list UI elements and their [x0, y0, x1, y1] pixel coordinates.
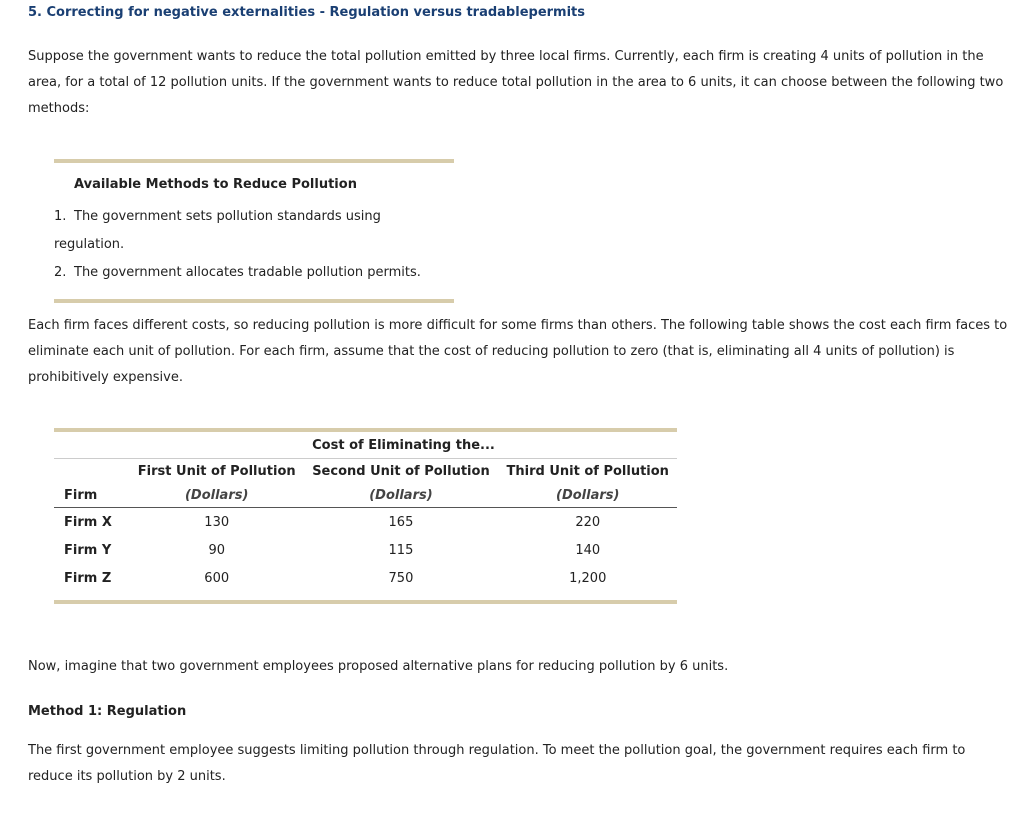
table-row [54, 508, 677, 537]
intro-paragraph: Suppose the government wants to reduce the total pollution emitted by three local firms. Currently, each firm is creating 4 units of pollution in the area, for a total of 12 pollution units. If the government wants to reduce total pollution in the area to 6 units, it can choose between the following two methods: [28, 49, 1004, 116]
unit-label: (Dollars) [130, 483, 303, 508]
table-bottom-rule [54, 600, 677, 604]
method-item: 1. The government sets pollution standards using regulation. [54, 209, 381, 252]
firm-name: Firm Z [64, 570, 112, 586]
cost-cell: 600 [204, 570, 230, 586]
table-row [54, 564, 677, 592]
cost-cell: 1,200 [569, 570, 607, 586]
firm-header: Firm [54, 483, 130, 508]
top-rule [54, 159, 454, 163]
cost-cell: 750 [388, 570, 414, 586]
cost-cell: 90 [208, 542, 225, 558]
method-item: 2. The government allocates tradable pollution permits. [54, 265, 421, 280]
cost-cell: 220 [575, 514, 601, 530]
column-header: Third Unit of Pollution [506, 463, 669, 479]
column-header: First Unit of Pollution [137, 463, 296, 479]
cost-cell: 115 [388, 542, 414, 558]
bottom-rule [54, 299, 454, 303]
firm-name: Firm Y [64, 542, 112, 558]
column-header: Second Unit of Pollution [312, 463, 490, 479]
methods-heading: Available Methods to Reduce Pollution [74, 177, 357, 192]
cost-table-container [54, 428, 677, 604]
group-header: Cost of Eliminating the... [312, 437, 495, 453]
method1-description: The first government employee suggests limiting pollution through regulation. To meet the pollution goal, the government requires each firm to reduce its pollution by 2 units. [28, 743, 966, 784]
methods-box [54, 159, 454, 303]
method1-heading: Method 1: Regulation [28, 704, 187, 719]
page-title: 5. Correcting for negative externalities - Regulation versus tradablepermits [28, 5, 586, 20]
cost-cell: 140 [575, 542, 601, 558]
methods-list [54, 203, 454, 287]
cost-cell: 130 [204, 514, 230, 530]
unit-label: (Dollars) [498, 483, 677, 508]
unit-label: (Dollars) [303, 483, 498, 508]
firm-name: Firm X [64, 514, 112, 530]
cost-table [54, 432, 677, 592]
table-row [54, 536, 677, 564]
costs-paragraph: Each firm faces different costs, so reducing pollution is more difficult for some firms than others. The following table shows the cost each firm faces to eliminate each unit of pollution. For each firm, assume that the cost of reducing pollution to zero (that is, eliminating all 4 units of pollution) is prohibitively expensive. [28, 318, 1008, 385]
cost-cell: 165 [388, 514, 414, 530]
plans-intro-paragraph: Now, imagine that two government employees proposed alternative plans for reducing pollution by 6 units. [28, 659, 729, 674]
